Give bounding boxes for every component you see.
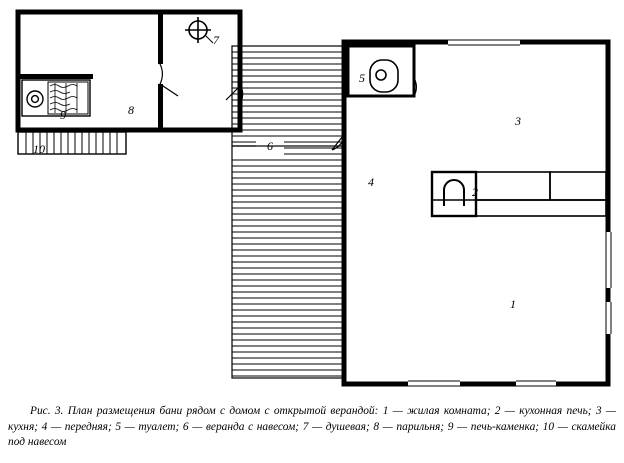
toilet-room-wall [348, 46, 414, 96]
kitchen-counter-right [550, 172, 606, 200]
label-room-5: 5 [359, 71, 365, 85]
stove-firebox-outer [27, 91, 43, 107]
label-room-8: 8 [128, 103, 134, 117]
label-room-6: 6 [267, 139, 273, 153]
kitchen-stove-hob [444, 180, 464, 206]
kitchen-counter-left [476, 172, 550, 200]
label-room-3: 3 [515, 114, 521, 128]
veranda-lower-planks [232, 160, 344, 376]
kitchen-stove-outline [432, 172, 476, 216]
house-windows [408, 40, 611, 386]
label-room-7: 7 [213, 33, 219, 47]
shower-leader-line [206, 36, 213, 43]
door-swing-shower [160, 64, 162, 84]
label-room-10: 10 [33, 142, 45, 156]
kitchen-furniture [432, 172, 606, 216]
veranda-upper-planks [232, 52, 344, 142]
bathhouse-block [18, 12, 243, 154]
figure-caption [0, 400, 624, 451]
stove-firebox-inner [32, 96, 39, 103]
label-room-2: 2 [472, 185, 478, 199]
partition-wall-horizontal [18, 74, 93, 79]
label-room-9: 9 [60, 108, 66, 122]
kitchen-counter-front [476, 200, 606, 216]
partition-wall-vertical-lower [158, 84, 163, 130]
label-room-1: 1 [510, 297, 516, 311]
house-block [332, 40, 611, 386]
veranda-decking [232, 46, 344, 378]
veranda-upper-outline [232, 46, 344, 146]
toilet-bowl-inner [376, 70, 386, 80]
toilet-bowl-outline [370, 60, 398, 92]
label-room-4: 4 [368, 175, 374, 189]
caption-text: Рис. 3. План размещения бани рядом с домом с открытой верандой: 1 — жилая комната; 2 — кухонная печь; 3 — кухня; 4 — передняя; 5 — туалет; 6 — веранда с навесом; 7 — душевая; 8 — парильня; 9 — печь-каменка; 10 — скамейка под навесом [8, 405, 616, 448]
partition-wall-vertical-upper [158, 12, 163, 64]
